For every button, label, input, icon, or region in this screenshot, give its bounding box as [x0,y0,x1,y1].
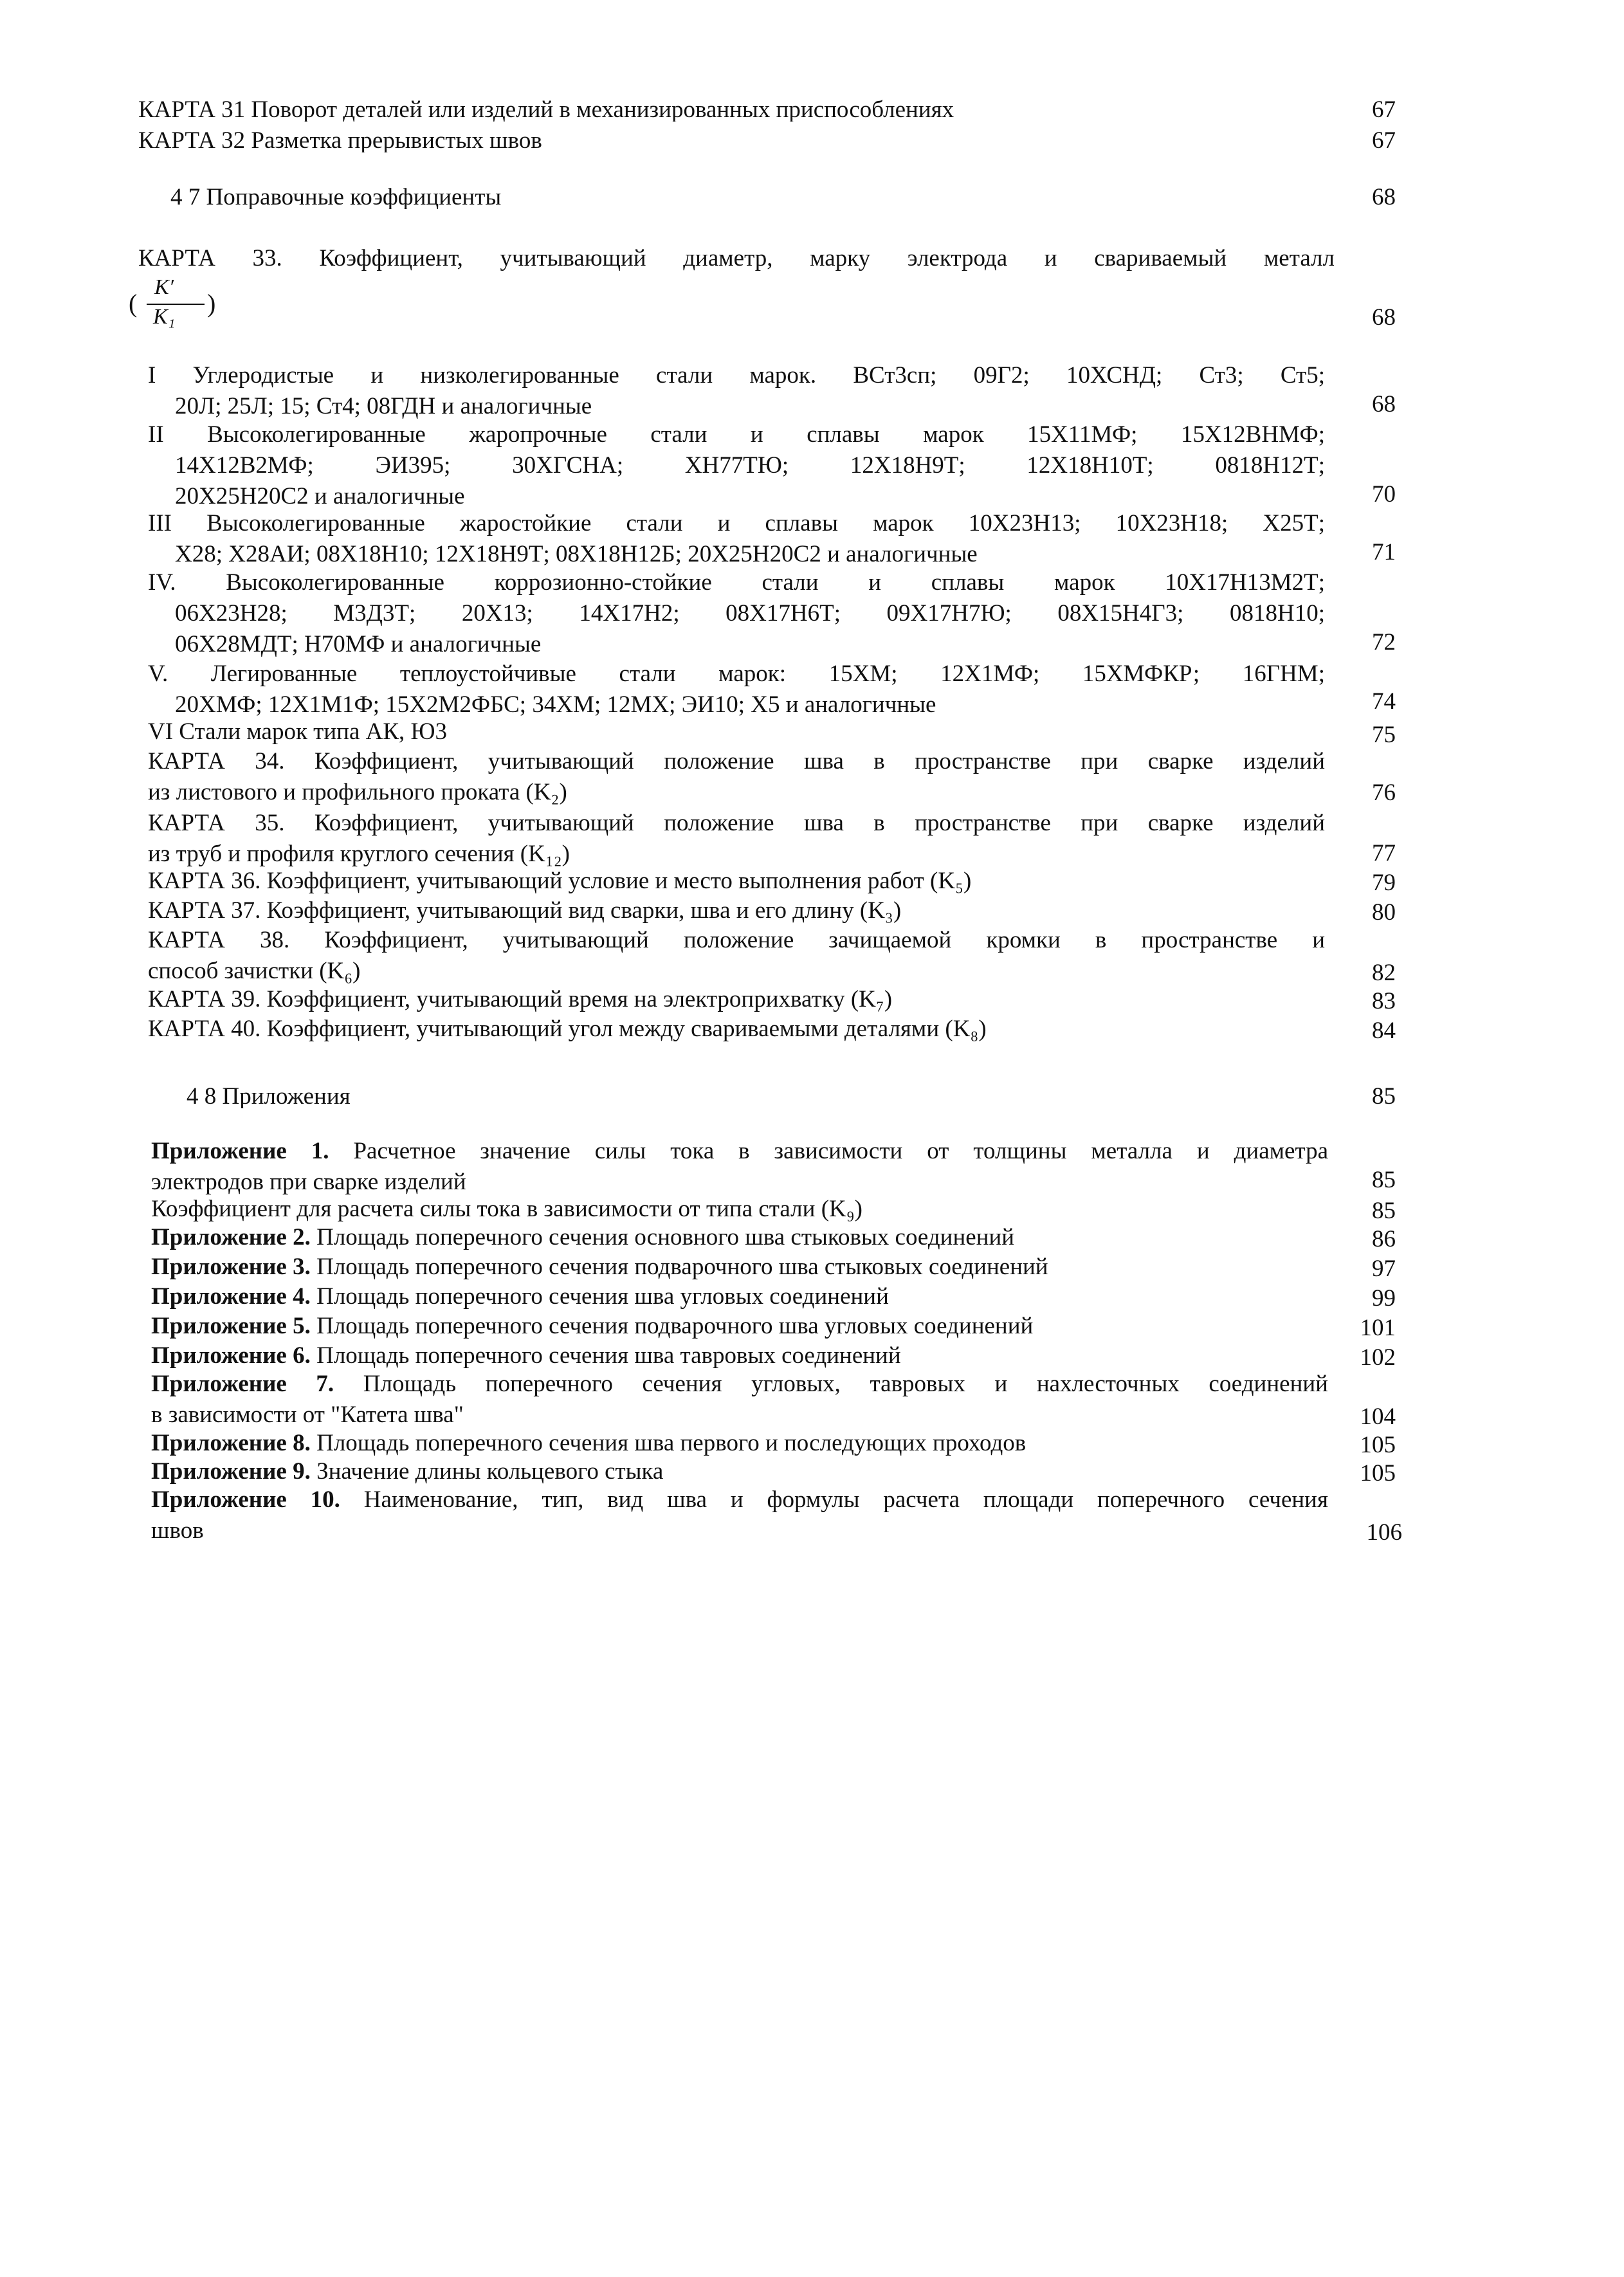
toc-entry-line [151,1136,1328,1167]
toc-entry-line: из труб и профиля круглого сечения (K₁₂) [148,841,570,867]
toc-entry-card-39 [148,984,1325,1015]
toc-entry-line: КАРТА 40. Коэффициент, учитывающий угол между свариваемыми деталями (K₈) [148,1016,987,1042]
toc-steel-group-vi [148,717,1325,747]
fraction-numerator: K′ [154,275,174,299]
toc-page-number: 72 [1372,629,1396,655]
toc-entry-line [151,1456,1328,1487]
coefficient-fraction [129,275,257,340]
toc-page-number: 83 [1372,988,1396,1014]
toc-page-number: 67 [1372,127,1396,154]
appendix-label: Приложение 2. [151,1224,311,1250]
toc-entry-line: 20Л; 25Л; 15; Ст4; 08ГДН и аналогичные [175,393,592,419]
toc-entry-card-33 [138,243,1335,274]
toc-page-number: 68 [1372,304,1396,331]
toc-entry-card-36 [148,866,1325,897]
toc-appendix-8 [151,1428,1328,1459]
toc-appendix-7 [151,1369,1328,1431]
fraction-denominator: K₁ [153,305,176,329]
toc-page-number: 86 [1372,1226,1396,1252]
toc-page-number: 67 [1372,96,1396,123]
toc-steel-group-v [148,659,1325,720]
appendix-title: Площадь поперечного сечения шва угловых соединений [310,1283,889,1310]
toc-entry-line: КАРТА 35. Коэффициент, учитывающий положение шва в пространстве при сварке изделий [148,810,1325,836]
appendix-title: Площадь поперечного сечения шва тавровых соединений [310,1342,901,1369]
toc-entry-title: КАРТА 32 Разметка прерывистых швов [138,129,542,152]
toc-steel-group-iii [148,508,1325,570]
toc-entry-card-32 [138,129,1396,152]
toc-entry-line: 14Х12В2МФ; ЭИ395; 30ХГСНА; ХН77ТЮ; 12Х18Н9Т; 12Х18Н10Т; 0818Н12Т; [175,452,1325,479]
toc-steel-group-iv [148,567,1325,660]
toc-entry-line [151,1428,1328,1459]
toc-page-number: 76 [1372,780,1396,806]
section-title: 4 8 Приложения [187,1084,351,1108]
appendix-label: Приложение 5. [151,1313,311,1339]
toc-page-number: 104 [1360,1404,1396,1430]
fraction-close-paren: ) [207,289,216,318]
appendix-title: Площадь поперечного сечения подварочного шва стыковых соединений [310,1254,1048,1280]
toc-page-number: 77 [1372,840,1396,866]
toc-entry-line: КАРТА 36. Коэффициент, учитывающий условие и место выполнения работ (K₅) [148,868,972,894]
toc-appendix-6 [151,1340,1328,1371]
toc-entry-card-35 [148,808,1325,870]
toc-entry-line: электродов при сварке изделий [151,1169,466,1195]
toc-entry-line: IV. Высоколегированные коррозионно-стойкие стали и сплавы марок 10Х17Н13М2Т; [148,569,1325,596]
toc-page-number: 79 [1372,870,1396,896]
toc-page-number: 106 [1366,1519,1402,1546]
toc-appendix-5 [151,1311,1328,1342]
appendix-title: Площадь поперечного сечения основного шва стыковых соединений [310,1224,1015,1250]
appendix-title: Коэффициент для расчета силы тока в зависимости от типа стали (K₉) [151,1196,862,1222]
toc-entry-line: КАРТА 34. Коэффициент, учитывающий положение шва в пространстве при сварке изделий [148,748,1325,774]
toc-page-number: 84 [1372,1018,1396,1044]
appendix-title: Расчетное значение силы тока в зависимости от толщины металла и диаметра [329,1138,1328,1164]
toc-page-number: 105 [1360,1460,1396,1486]
toc-entry-card-37 [148,895,1325,926]
toc-entry-line [151,1311,1328,1342]
toc-entry-line: швов [151,1517,204,1544]
toc-page-number: 82 [1372,960,1396,986]
appendix-label: Приложение 4. [151,1283,311,1310]
toc-page-number: 105 [1360,1432,1396,1458]
section-title: 4 7 Поправочные коэффициенты [170,185,502,209]
appendix-label: Приложение 8. [151,1430,311,1456]
toc-page-number: 75 [1372,722,1396,748]
appendix-label: Приложение 1. [151,1138,329,1164]
toc-entry-line [151,1194,1328,1225]
toc-entry-line: КАРТА 33. Коэффициент, учитывающий диаметр, марку электрода и свариваемый металл [138,245,1335,271]
toc-page-number: 99 [1372,1285,1396,1312]
toc-page-number: 97 [1372,1256,1396,1282]
toc-steel-group-ii [148,419,1325,512]
toc-page-number: 101 [1360,1315,1396,1341]
toc-entry-card-40 [148,1014,1325,1045]
toc-entry-line: способ зачистки (K₆) [148,958,361,984]
toc-entry-line: VI Стали марок типа АК, Ю3 [148,718,448,745]
toc-entry-card-34 [148,746,1325,808]
toc-entry-line: 06Х28МДТ; Н70МФ и аналогичные [175,631,542,657]
toc-entry-line: V. Легированные теплоустойчивые стали марок: 15ХМ; 12Х1МФ; 15ХМФКР; 16ГНМ; [148,661,1325,687]
toc-entry-line: III Высоколегированные жаростойкие стали и сплавы марок 10Х23Н13; 10Х23Н18; Х25Т; [148,510,1325,536]
toc-page-number: 102 [1360,1344,1396,1371]
appendix-title: Площадь поперечного сечения угловых, тавровых и нахлесточных соединений [334,1371,1328,1397]
toc-page-number: 85 [1372,1167,1396,1193]
toc-page-number: 85 [1372,1198,1396,1224]
toc-entry-line [151,1281,1328,1312]
toc-entry-line [151,1485,1328,1515]
toc-appendix-1-coefficient [151,1194,1328,1225]
toc-page-number: 80 [1372,899,1396,926]
toc-section-4-7 [170,185,1396,209]
toc-appendix-3 [151,1252,1328,1283]
toc-appendix-1 [151,1136,1328,1198]
toc-entry-line: КАРТА 39. Коэффициент, учитывающий время на электроприхватку (K₇) [148,986,893,1012]
toc-entry-card-38 [148,925,1325,987]
toc-entry-line: II Высоколегированные жаропрочные стали и сплавы марок 15Х11МФ; 15Х12ВНМФ; [148,421,1325,448]
toc-entry-line: I Углеродистые и низколегированные стали марок. ВСт3сп; 09Г2; 10ХСНД; Ст3; Ст5; [148,362,1325,389]
toc-entry-line: 20Х25Н20С2 и аналогичные [175,483,465,509]
toc-page-number: 68 [1372,391,1396,417]
toc-page-number: 70 [1372,481,1396,508]
appendix-label: Приложение 7. [151,1371,334,1397]
toc-entry-line [151,1222,1328,1253]
toc-appendix-10 [151,1485,1328,1546]
fraction-open-paren: ( [129,289,138,318]
toc-entry-line: 06Х23Н28; М3Д3Т; 20Х13; 14Х17Н2; 08Х17Н6Т; 09Х17Н7Ю; 08Х15Н4Г3; 0818Н10; [175,600,1325,626]
toc-appendix-4 [151,1281,1328,1312]
toc-page-number: 85 [1372,1083,1396,1110]
toc-steel-group-i [148,360,1325,422]
appendix-title: Наименование, тип, вид шва и формулы расчета площади поперечного сечения [340,1486,1328,1513]
toc-entry-line [151,1369,1328,1400]
appendix-title: Значение длины кольцевого стыка [310,1458,664,1485]
appendix-title: Площадь поперечного сечения подварочного шва угловых соединений [310,1313,1034,1339]
toc-entry-line: КАРТА 37. Коэффициент, учитывающий вид сварки, шва и его длину (K₃) [148,897,902,924]
appendix-label: Приложение 9. [151,1458,311,1485]
toc-entry-line [151,1340,1328,1371]
appendix-label: Приложение 3. [151,1254,311,1280]
toc-appendix-2 [151,1222,1328,1253]
toc-entry-line: Х28; Х28АИ; 08Х18Н10; 12Х18Н9Т; 08Х18Н12Б; 20Х25Н20С2 и аналогичные [175,541,978,567]
toc-section-4-8 [187,1084,1396,1108]
toc-entry-title: КАРТА 31 Поворот деталей или изделий в механизированных приспособлениях [138,98,954,122]
toc-page-number: 68 [1372,184,1396,210]
toc-appendix-9 [151,1456,1328,1487]
toc-entry-line: КАРТА 38. Коэффициент, учитывающий положение зачищаемой кромки в пространстве и [148,927,1325,953]
toc-page-number: 74 [1372,688,1396,715]
toc-entry-line [151,1252,1328,1283]
toc-page-number: 71 [1372,539,1396,565]
appendix-title: Площадь поперечного сечения шва первого и последующих проходов [310,1430,1026,1456]
appendix-label: Приложение 6. [151,1342,311,1369]
toc-entry-line: 20ХМФ; 12Х1М1Ф; 15Х2М2ФБС; 34ХМ; 12МХ; ЭИ10; Х5 и аналогичные [175,691,936,718]
toc-entry-line: в зависимости от "Катета шва" [151,1402,464,1428]
toc-entry-card-31 [138,98,1396,122]
toc-entry-line: из листового и профильного проката (K₂) [148,779,567,805]
appendix-label: Приложение 10. [151,1486,340,1513]
